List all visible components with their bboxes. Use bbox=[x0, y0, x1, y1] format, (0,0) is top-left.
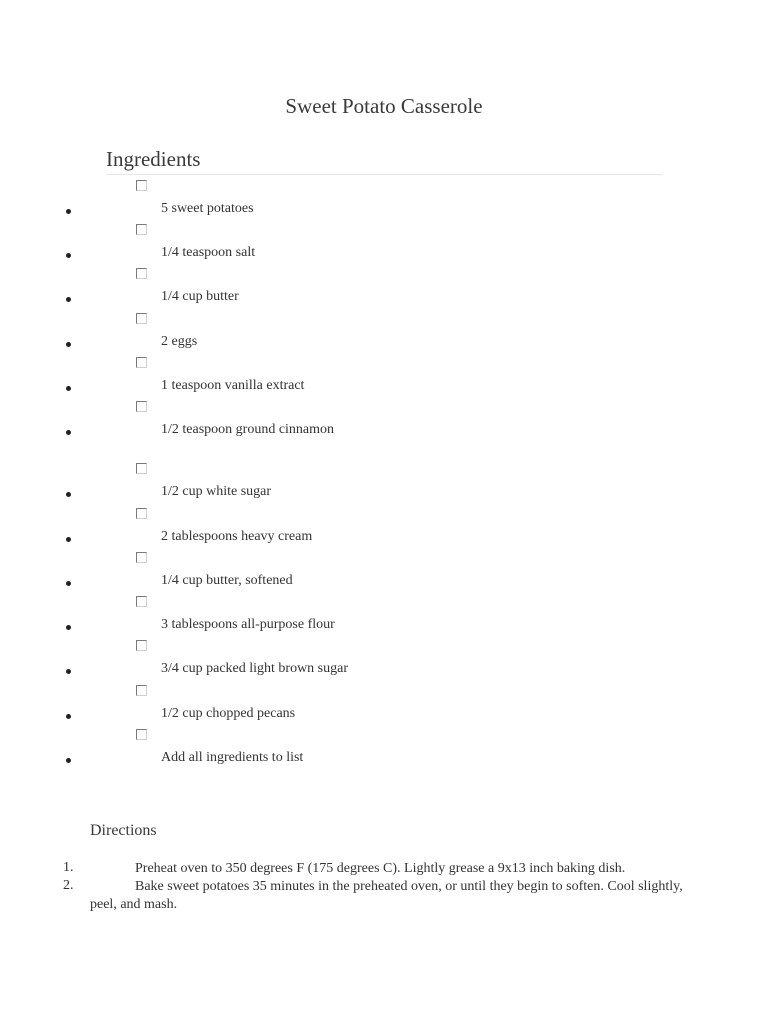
ingredient-checkbox[interactable] bbox=[136, 552, 147, 563]
add-all-to-list-link[interactable]: Add all ingredients to list bbox=[161, 750, 304, 765]
add-all-checkbox[interactable] bbox=[136, 729, 147, 740]
ingredient-checkbox[interactable] bbox=[136, 268, 147, 279]
ingredient-checkbox[interactable] bbox=[136, 224, 147, 235]
ingredient-label: 1/4 cup butter, softened bbox=[161, 573, 293, 588]
ingredient-label: 1/2 cup white sugar bbox=[161, 484, 272, 499]
bullet-icon bbox=[66, 386, 71, 391]
ingredient-item bbox=[0, 401, 768, 437]
ingredients-heading: Ingredients bbox=[106, 147, 201, 171]
bullet-icon bbox=[66, 714, 71, 719]
bullet-icon bbox=[66, 758, 71, 763]
ingredient-checkbox[interactable] bbox=[136, 640, 147, 651]
ingredient-checkbox[interactable] bbox=[136, 685, 147, 696]
step-number: 1. bbox=[63, 860, 74, 875]
bullet-icon bbox=[66, 537, 71, 542]
directions-heading: Directions bbox=[90, 822, 157, 839]
step-text: Preheat oven to 350 degrees F (175 degrees C). Lightly grease a 9x13 inch baking dish. bbox=[135, 861, 626, 876]
bullet-icon bbox=[66, 297, 71, 302]
ingredient-checkbox[interactable] bbox=[136, 357, 147, 368]
ingredients-divider bbox=[106, 174, 663, 175]
ingredient-label: 1/4 cup butter bbox=[161, 289, 239, 304]
add-all-to-list-item bbox=[0, 729, 768, 765]
ingredient-item bbox=[0, 640, 768, 676]
ingredient-checkbox[interactable] bbox=[136, 401, 147, 412]
bullet-icon bbox=[66, 669, 71, 674]
ingredient-item bbox=[0, 313, 768, 349]
ingredient-item bbox=[0, 224, 768, 260]
step-number: 2. bbox=[63, 878, 74, 893]
ingredient-item bbox=[0, 180, 768, 216]
bullet-icon bbox=[66, 253, 71, 258]
ingredient-label: 3 tablespoons all-purpose flour bbox=[161, 617, 335, 632]
bullet-icon bbox=[66, 492, 71, 497]
ingredient-checkbox[interactable] bbox=[136, 508, 147, 519]
bullet-icon bbox=[66, 581, 71, 586]
ingredient-item bbox=[0, 463, 768, 499]
step-text: Bake sweet potatoes 35 minutes in the preheated oven, or until they begin to soften. Cool slightly, peel, and mash. bbox=[90, 879, 683, 912]
ingredient-label: 5 sweet potatoes bbox=[161, 201, 254, 216]
ingredient-item bbox=[0, 268, 768, 304]
bullet-icon bbox=[66, 625, 71, 630]
ingredient-checkbox[interactable] bbox=[136, 180, 147, 191]
ingredient-label: 1 teaspoon vanilla extract bbox=[161, 378, 305, 393]
ingredient-item bbox=[0, 685, 768, 721]
ingredient-checkbox[interactable] bbox=[136, 596, 147, 607]
ingredient-item bbox=[0, 552, 768, 588]
bullet-icon bbox=[66, 342, 71, 347]
ingredient-label: 1/2 cup chopped pecans bbox=[161, 706, 296, 721]
ingredient-item bbox=[0, 508, 768, 544]
ingredient-checkbox[interactable] bbox=[136, 463, 147, 474]
ingredient-item bbox=[0, 596, 768, 632]
ingredient-label: 3/4 cup packed light brown sugar bbox=[161, 661, 349, 676]
recipe-title: Sweet Potato Casserole bbox=[285, 94, 483, 118]
ingredient-label: 2 eggs bbox=[161, 334, 198, 349]
ingredient-label: 2 tablespoons heavy cream bbox=[161, 529, 313, 544]
ingredient-checkbox[interactable] bbox=[136, 313, 147, 324]
ingredient-label: 1/2 teaspoon ground cinnamon bbox=[161, 422, 335, 437]
ingredient-item bbox=[0, 357, 768, 393]
bullet-icon bbox=[66, 209, 71, 214]
ingredient-label: 1/4 teaspoon salt bbox=[161, 245, 256, 260]
bullet-icon bbox=[66, 430, 71, 435]
